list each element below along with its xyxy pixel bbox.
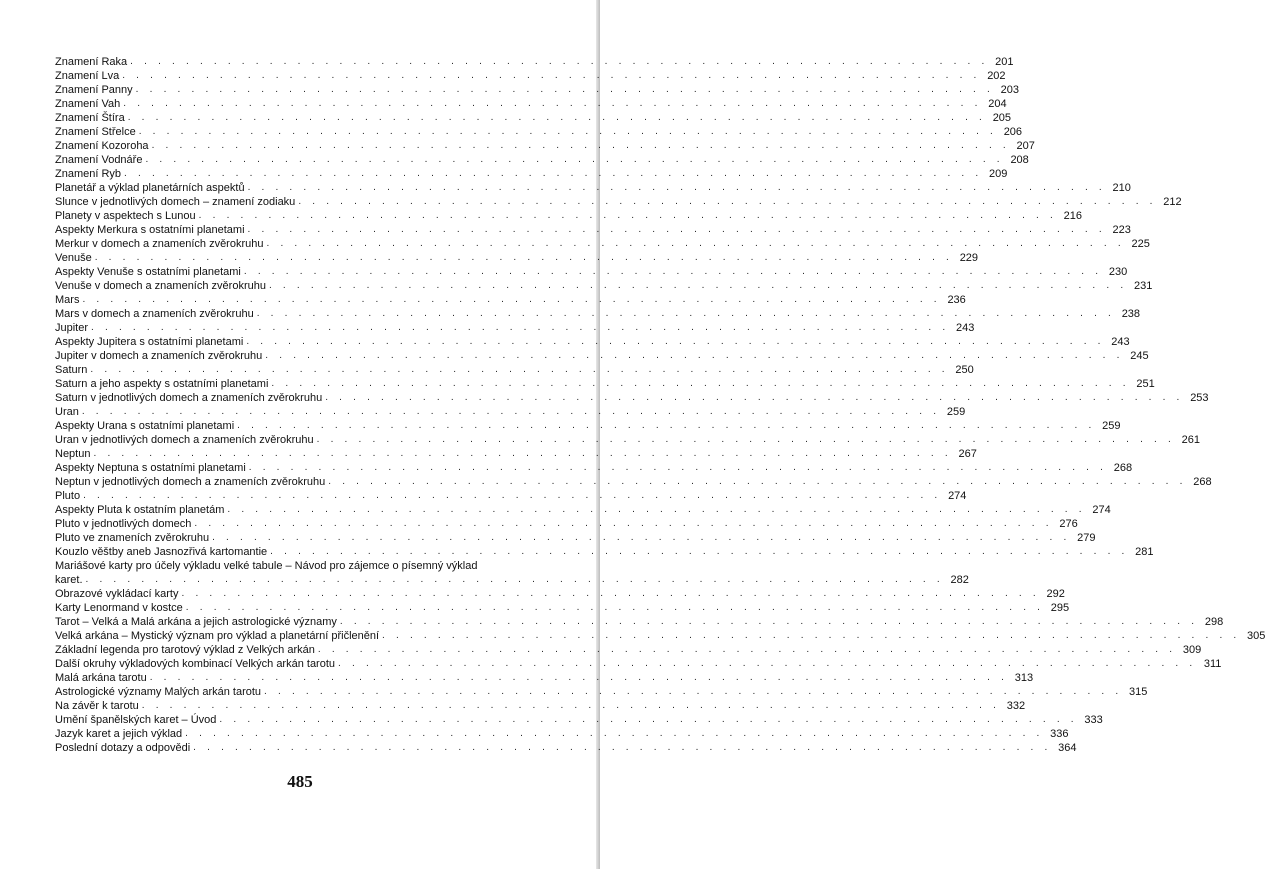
toc-entry-page-number: 313 bbox=[1014, 672, 1034, 684]
toc-entry-page-number: 202 bbox=[987, 70, 1006, 82]
toc-entry bbox=[55, 97, 1007, 111]
toc-entry-title: Venuše v domech a znameních zvěrokruhu bbox=[55, 280, 266, 292]
toc-entry-page-number: 315 bbox=[1129, 686, 1148, 698]
toc-entry bbox=[55, 55, 1014, 69]
dot-leader: . . . . . . . . . . . . . . . . . . . . . . . . . . . . . . . . . . . . . . . . . . . . . . . . . . . . . . . . . . . . . . bbox=[256, 308, 1116, 319]
toc-entry bbox=[55, 223, 1131, 237]
toc-entry-title: Saturn v jednotlivých domech a znameních zvěrokruhu bbox=[55, 392, 323, 404]
dot-leader: . . . . . . . . . . . . . . . . . . . . . . . . . . . . . . . . . . . . . . . . . . . . . . . . . . . . . . . . . . . . . . bbox=[325, 392, 1184, 403]
dot-leader: . . . . . . . . . . . . . . . . . . . . . . . . . . . . . . . . . . . . . . . . . . . . . . . . . . . . . . . . . . . . . . bbox=[243, 266, 1103, 277]
toc-entry bbox=[55, 181, 1131, 195]
toc-entry-title: Jupiter v domech a znameních zvěrokruhu bbox=[55, 350, 263, 362]
toc-entry-title: Mariášové karty pro účely výkladu velké tabule – Návod pro zájemce o písemný výklad bbox=[55, 560, 478, 572]
toc-entry-page-number: 305 bbox=[1247, 630, 1265, 642]
toc-entry-title: Saturn a jeho aspekty s ostatními planetami bbox=[55, 378, 269, 390]
toc-entry-page-number: 292 bbox=[1046, 588, 1065, 600]
toc-entry-page-number: 298 bbox=[1204, 616, 1224, 628]
toc-entry-page-number: 267 bbox=[958, 448, 977, 460]
toc-entry-title: Na závěr k tarotu bbox=[55, 700, 139, 712]
toc-entry-title: Základní legenda pro tarotový výklad z Velkých arkán bbox=[55, 644, 315, 656]
dot-leader: . . . . . . . . . . . . . . . . . . . . . . . . . . . . . . . . . . . . . . . . . . . . . . . . . . . . . . . . . . . . . . bbox=[135, 84, 994, 95]
toc-entry-page-number: 332 bbox=[1006, 700, 1026, 712]
toc-entry-title: Poslední dotazy a odpovědi bbox=[55, 742, 191, 754]
toc-entry-page-number: 311 bbox=[1203, 658, 1222, 670]
toc-entry-page-number: 205 bbox=[992, 112, 1012, 124]
toc-entry bbox=[55, 335, 1130, 349]
dot-leader: . . . . . . . . . . . . . . . . . . . . . . . . . . . . . . . . . . . . . . . . . . . . . . . . . . . . . . . . . . . . . . bbox=[212, 532, 1071, 543]
toc-entry-title: Pluto ve znameních zvěrokruhu bbox=[55, 532, 210, 544]
toc-entry-title: Uran v jednotlivých domech a znameních zvěrokruhu bbox=[55, 434, 314, 446]
toc-entry-title: Astrologické významy Malých arkán tarotu bbox=[55, 686, 262, 698]
toc-entry-page-number: 201 bbox=[995, 56, 1014, 68]
toc-entry bbox=[55, 377, 1155, 391]
toc-entry-page-number: 203 bbox=[1000, 84, 1019, 96]
toc-entry-page-number: 223 bbox=[1112, 224, 1131, 236]
toc-entry-page-number: 251 bbox=[1136, 378, 1155, 390]
toc-entry-title: Venuše bbox=[55, 252, 92, 264]
toc-entry-title: Znamení Raka bbox=[55, 56, 128, 68]
toc-entry-page-number: 243 bbox=[1111, 336, 1130, 348]
dot-leader: . . . . . . . . . . . . . . . . . . . . . . . . . . . . . . . . . . . . . . . . . . . . . . . . . . . . . . . . . . . . . . bbox=[268, 280, 1128, 291]
toc-entry bbox=[55, 265, 1128, 279]
toc-entry bbox=[55, 195, 1182, 209]
dot-leader: . . . . . . . . . . . . . . . . . . . . . . . . . . . . . . . . . . . . . . . . . . . . . . . . . . . . . . . . . . . . . . bbox=[247, 224, 1106, 235]
toc-entry-page-number: 236 bbox=[947, 294, 966, 306]
toc-entry bbox=[55, 517, 1078, 531]
toc-entry-title: Neptun v jednotlivých domech a znameních zvěrokruhu bbox=[55, 476, 326, 488]
toc-entry-page-number: 216 bbox=[1063, 210, 1082, 222]
toc-entry-title-continuation: karet. bbox=[55, 574, 83, 586]
toc-entry-page-number: 212 bbox=[1163, 196, 1182, 208]
toc-entry bbox=[55, 69, 1006, 83]
dot-leader: . . . . . . . . . . . . . . . . . . . . . . . . . . . . . . . . . . . . . . . . . . . . . . . . . . . . . . . . . . . . . . bbox=[264, 686, 1123, 697]
dot-leader: . . . . . . . . . . . . . . . . . . . . . . . . . . . . . . . . . . . . . . . . . . . . . . . . . . . . . . . . . . . . . . bbox=[91, 322, 950, 333]
toc-entry-page-number: 253 bbox=[1190, 392, 1209, 404]
toc-entry-page-number: 206 bbox=[1003, 126, 1023, 138]
toc-entry bbox=[55, 699, 1026, 713]
toc-entry-page-number: 207 bbox=[1016, 140, 1035, 152]
dot-leader: . . . . . . . . . . . . . . . . . . . . . . . . . . . . . . . . . . . . . . . . . . . . . . . . . . . . . . . . . . . . . . bbox=[298, 196, 1157, 207]
toc-entry bbox=[55, 615, 1224, 629]
toc-entry-page-number: 274 bbox=[1092, 504, 1111, 516]
toc-entry-page-number: 281 bbox=[1135, 546, 1154, 558]
dot-leader: . . . . . . . . . . . . . . . . . . . . . . . . . . . . . . . . . . . . . . . . . . . . . . . . . . . . . . . . . . . . . . bbox=[317, 644, 1177, 655]
dot-leader: . . . . . . . . . . . . . . . . . . . . . . . . . . . . . . . . . . . . . . . . . . . . . . . . . . . . . . . . . . . . . . bbox=[237, 420, 1096, 431]
toc-entry bbox=[55, 601, 1070, 615]
toc-entry bbox=[55, 643, 1202, 657]
toc-entry-title: Planetář a výklad planetárních aspektů bbox=[55, 182, 245, 194]
toc-entry-title: Mars v domech a znameních zvěrokruhu bbox=[55, 308, 254, 320]
dot-leader: . . . . . . . . . . . . . . . . . . . . . . . . . . . . . . . . . . . . . . . . . . . . . . . . . . . . . . . . . . . . . . bbox=[94, 252, 954, 263]
dot-leader: . . . . . . . . . . . . . . . . . . . . . . . . . . . . . . . . . . . . . . . . . . . . . . . . . . . . . . . . . . . . . . bbox=[141, 700, 1001, 711]
dot-leader: . . . . . . . . . . . . . . . . . . . . . . . . . . . . . . . . . . . . . . . . . . . . . . . . . . . . . . . . . . . . . . bbox=[219, 714, 1078, 725]
toc-entry bbox=[55, 727, 1069, 741]
toc-entry-title: Znamení Střelce bbox=[55, 126, 136, 138]
toc-entry bbox=[55, 685, 1148, 699]
toc-entry bbox=[55, 741, 1077, 755]
table-of-contents bbox=[55, 55, 1265, 755]
dot-leader: . . . . . . . . . . . . . . . . . . . . . . . . . . . . . . . . . . . . . . . . . . . . . . . . . . . . . . . . . . . . . . bbox=[185, 602, 1045, 613]
dot-leader: . . . . . . . . . . . . . . . . . . . . . . . . . . . . . . . . . . . . . . . . . . . . . . . . . . . . . . . . . . . . . . bbox=[181, 588, 1040, 599]
toc-entry bbox=[55, 153, 1029, 167]
toc-entry bbox=[55, 587, 1065, 601]
toc-entry bbox=[55, 671, 1034, 685]
toc-entry-title: Saturn bbox=[55, 364, 88, 376]
toc-entry bbox=[55, 657, 1222, 671]
dot-leader: . . . . . . . . . . . . . . . . . . . . . . . . . . . . . . . . . . . . . . . . . . . . . . . . . . . . . . . . . . . . . . bbox=[82, 294, 941, 305]
toc-entry-page-number: 279 bbox=[1077, 532, 1096, 544]
toc-entry bbox=[55, 251, 979, 265]
toc-entry bbox=[55, 209, 1082, 223]
page-number: 485 bbox=[287, 772, 313, 791]
toc-entry bbox=[55, 545, 1154, 559]
toc-entry-page-number: 225 bbox=[1131, 238, 1150, 250]
toc-entry bbox=[55, 475, 1212, 489]
toc-entry-page-number: 268 bbox=[1113, 462, 1133, 474]
toc-entry-page-number: 261 bbox=[1181, 434, 1200, 446]
toc-entry-title: Pluto bbox=[55, 490, 81, 502]
toc-entry bbox=[55, 489, 967, 503]
dot-leader: . . . . . . . . . . . . . . . . . . . . . . . . . . . . . . . . . . . . . . . . . . . . . . . . . . . . . . . . . . . . . . bbox=[247, 182, 1106, 193]
dot-leader: . . . . . . . . . . . . . . . . . . . . . . . . . . . . . . . . . . . . . . . . . . . . . . . . . . . . . . . . . . . . . . bbox=[145, 154, 1004, 165]
toc-entry-page-number: 268 bbox=[1193, 476, 1212, 488]
toc-entry-title: Další okruhy výkladových kombinací Velkých arkán tarotu bbox=[55, 658, 336, 670]
toc-entry-title: Znamení Vah bbox=[55, 98, 121, 110]
toc-entry-page-number: 208 bbox=[1010, 154, 1029, 166]
toc-entry bbox=[55, 419, 1121, 433]
toc-entry-page-number: 364 bbox=[1058, 742, 1077, 754]
toc-entry-title: Jazyk karet a jejich výklad bbox=[55, 728, 183, 740]
toc-entry-page-number: 274 bbox=[948, 490, 967, 502]
toc-entry-page-number: 276 bbox=[1059, 518, 1078, 530]
toc-entry bbox=[55, 349, 1149, 363]
toc-entry-title: Aspekty Urana s ostatními planetami bbox=[55, 420, 235, 432]
toc-entry bbox=[55, 111, 1012, 125]
toc-entry-title: Slunce v jednotlivých domech – znamení zodiaku bbox=[55, 196, 296, 208]
toc-entry-title: Aspekty Neptuna s ostatními planetami bbox=[55, 462, 246, 474]
toc-entry-page-number: 204 bbox=[988, 98, 1007, 110]
toc-entry-title: Znamení Kozoroha bbox=[55, 140, 149, 152]
toc-entry bbox=[55, 447, 977, 461]
dot-leader: . . . . . . . . . . . . . . . . . . . . . . . . . . . . . . . . . . . . . . . . . . . . . . . . . . . . . . . . . . . . . . bbox=[194, 518, 1053, 529]
dot-leader: . . . . . . . . . . . . . . . . . . . . . . . . . . . . . . . . . . . . . . . . . . . . . . . . . . . . . . . . . . . . . . bbox=[382, 630, 1241, 641]
dot-leader: . . . . . . . . . . . . . . . . . . . . . . . . . . . . . . . . . . . . . . . . . . . . . . . . . . . . . . . . . . . . . . bbox=[185, 728, 1044, 739]
toc-entry-page-number: 333 bbox=[1084, 714, 1103, 726]
toc-entry-title: Karty Lenormand v kostce bbox=[55, 602, 183, 614]
dot-leader: . . . . . . . . . . . . . . . . . . . . . . . . . . . . . . . . . . . . . . . . . . . . . . . . . . . . . . . . . . . . . . bbox=[127, 112, 987, 123]
dot-leader: . . . . . . . . . . . . . . . . . . . . . . . . . . . . . . . . . . . . . . . . . . . . . . . . . . . . . . . . . . . . . . bbox=[265, 350, 1124, 361]
toc-entry-page-number: 229 bbox=[959, 252, 979, 264]
toc-entry bbox=[55, 237, 1150, 251]
toc-entry bbox=[55, 461, 1133, 475]
toc-entry-title: Znamení Lva bbox=[55, 70, 120, 82]
toc-entry bbox=[55, 321, 975, 335]
toc-entry-title: Tarot – Velká a Malá arkána a jejich astrologické významy bbox=[55, 616, 337, 628]
toc-entry-title: Malá arkána tarotu bbox=[55, 672, 147, 684]
toc-entry bbox=[55, 83, 1019, 97]
toc-entry-title: Pluto v jednotlivých domech bbox=[55, 518, 192, 530]
toc-entry-title: Mars bbox=[55, 294, 80, 306]
dot-leader: . . . . . . . . . . . . . . . . . . . . . . . . . . . . . . . . . . . . . . . . . . . . . . . . . . . . . . . . . . . . . . bbox=[93, 448, 952, 459]
toc-entry bbox=[55, 503, 1111, 517]
toc-entry-title: Umění španělských karet – Úvod bbox=[55, 714, 217, 726]
dot-leader: . . . . . . . . . . . . . . . . . . . . . . . . . . . . . . . . . . . . . . . . . . . . . . . . . . . . . . . . . . . . . . bbox=[151, 140, 1010, 151]
toc-entry-page-number: 238 bbox=[1121, 308, 1141, 320]
toc-entry-page-number: 209 bbox=[989, 168, 1008, 180]
toc-entry-title: Obrazové vykládací karty bbox=[55, 588, 179, 600]
toc-entry bbox=[55, 531, 1096, 545]
dot-leader: . . . . . . . . . . . . . . . . . . . . . . . . . . . . . . . . . . . . . . . . . . . . . . . . . . . . . . . . . . . . . . bbox=[123, 98, 982, 109]
toc-entry-title: Aspekty Jupitera s ostatními planetami bbox=[55, 336, 244, 348]
toc-entry bbox=[55, 559, 969, 587]
dot-leader: . . . . . . . . . . . . . . . . . . . . . . . . . . . . . . . . . . . . . . . . . . . . . . . . . . . . . . . . . . . . . . bbox=[81, 406, 941, 417]
dot-leader: . . . . . . . . . . . . . . . . . . . . . . . . . . . . . . . . . . . . . . . . . . . . . . . . . . . . . . . . . . . . . . bbox=[316, 434, 1175, 445]
toc-entry-page-number: 309 bbox=[1182, 644, 1202, 656]
dot-leader: . . . . . . . . . . . . . . . . . . . . . . . . . . . . . . . . . . . . . . . . . . . . . . . . . . . . . . . . . . . . . . bbox=[85, 574, 944, 585]
toc-entry-title: Jupiter bbox=[55, 322, 89, 334]
toc-entry bbox=[55, 629, 1265, 643]
toc-entry-title: Velká arkána – Mystický význam pro výklad a planetární přičlenění bbox=[55, 630, 380, 642]
dot-leader: . . . . . . . . . . . . . . . . . . . . . . . . . . . . . . . . . . . . . . . . . . . . . . . . . . . . . . . . . . . . . . bbox=[271, 378, 1130, 389]
toc-entry-page-number: 259 bbox=[1102, 420, 1121, 432]
dot-leader: . . . . . . . . . . . . . . . . . . . . . . . . . . . . . . . . . . . . . . . . . . . . . . . . . . . . . . . . . . . . . . bbox=[83, 490, 942, 501]
toc-entry-title: Merkur v domech a znameních zvěrokruhu bbox=[55, 238, 264, 250]
toc-entry-page-number: 245 bbox=[1130, 350, 1149, 362]
toc-entry-title: Aspekty Merkura s ostatními planetami bbox=[55, 224, 245, 236]
toc-entry-title: Znamení Štíra bbox=[55, 112, 125, 124]
toc-entry bbox=[55, 307, 1141, 321]
dot-leader: . . . . . . . . . . . . . . . . . . . . . . . . . . . . . . . . . . . . . . . . . . . . . . . . . . . . . . . . . . . . . . bbox=[124, 168, 983, 179]
dot-leader: . . . . . . . . . . . . . . . . . . . . . . . . . . . . . . . . . . . . . . . . . . . . . . . . . . . . . . . . . . . . . . bbox=[90, 364, 949, 375]
dot-leader: . . . . . . . . . . . . . . . . . . . . . . . . . . . . . . . . . . . . . . . . . . . . . . . . . . . . . . . . . . . . . . bbox=[130, 56, 989, 67]
dot-leader: . . . . . . . . . . . . . . . . . . . . . . . . . . . . . . . . . . . . . . . . . . . . . . . . . . . . . . . . . . . . . . bbox=[266, 238, 1125, 249]
dot-leader: . . . . . . . . . . . . . . . . . . . . . . . . . . . . . . . . . . . . . . . . . . . . . . . . . . . . . . . . . . . . . . bbox=[338, 658, 1197, 669]
toc-entry bbox=[55, 713, 1103, 727]
toc-entry bbox=[55, 167, 1008, 181]
toc-entry-title: Aspekty Pluta k ostatním planetám bbox=[55, 504, 225, 516]
toc-entry bbox=[55, 363, 974, 377]
dot-leader: . . . . . . . . . . . . . . . . . . . . . . . . . . . . . . . . . . . . . . . . . . . . . . . . . . . . . . . . . . . . . . bbox=[339, 616, 1199, 627]
toc-entry-page-number: 259 bbox=[946, 406, 966, 418]
toc-entry-title: Uran bbox=[55, 406, 79, 418]
toc-entry-title: Aspekty Venuše s ostatními planetami bbox=[55, 266, 241, 278]
dot-leader: . . . . . . . . . . . . . . . . . . . . . . . . . . . . . . . . . . . . . . . . . . . . . . . . . . . . . . . . . . . . . . bbox=[227, 504, 1086, 515]
toc-entry-page-number: 295 bbox=[1050, 602, 1070, 614]
toc-entry bbox=[55, 433, 1200, 447]
toc-entry-continuation-line bbox=[55, 573, 969, 587]
toc-entry-title: Neptun bbox=[55, 448, 91, 460]
dot-leader: . . . . . . . . . . . . . . . . . . . . . . . . . . . . . . . . . . . . . . . . . . . . . . . . . . . . . . . . . . . . . . bbox=[248, 462, 1108, 473]
toc-entry-page-number: 231 bbox=[1133, 280, 1153, 292]
toc-entry-page-number: 210 bbox=[1112, 182, 1131, 194]
toc-entry-page-number: 336 bbox=[1050, 728, 1069, 740]
dot-leader: . . . . . . . . . . . . . . . . . . . . . . . . . . . . . . . . . . . . . . . . . . . . . . . . . . . . . . . . . . . . . . bbox=[138, 126, 998, 137]
dot-leader: . . . . . . . . . . . . . . . . . . . . . . . . . . . . . . . . . . . . . . . . . . . . . . . . . . . . . . . . . . . . . . bbox=[149, 672, 1009, 683]
toc-entry-title: Znamení Ryb bbox=[55, 168, 122, 180]
dot-leader: . . . . . . . . . . . . . . . . . . . . . . . . . . . . . . . . . . . . . . . . . . . . . . . . . . . . . . . . . . . . . . bbox=[122, 70, 981, 81]
toc-entry bbox=[55, 279, 1153, 293]
toc-entry-title: Kouzlo věštby aneb Jasnozřivá kartomantie bbox=[55, 546, 268, 558]
toc-entry-title: Znamení Vodnáře bbox=[55, 154, 143, 166]
toc-entry-title: Znamení Panny bbox=[55, 84, 133, 96]
dot-leader: . . . . . . . . . . . . . . . . . . . . . . . . . . . . . . . . . . . . . . . . . . . . . . . . . . . . . . . . . . . . . . bbox=[246, 336, 1105, 347]
dot-leader: . . . . . . . . . . . . . . . . . . . . . . . . . . . . . . . . . . . . . . . . . . . . . . . . . . . . . . . . . . . . . . bbox=[328, 476, 1187, 487]
dot-leader: . . . . . . . . . . . . . . . . . . . . . . . . . . . . . . . . . . . . . . . . . . . . . . . . . . . . . . . . . . . . . . bbox=[270, 546, 1129, 557]
toc-entry bbox=[55, 391, 1209, 405]
toc-entry-page-number: 250 bbox=[955, 364, 974, 376]
toc-entry-title: Planety v aspektech s Lunou bbox=[55, 210, 196, 222]
toc-entry-page-number: 243 bbox=[956, 322, 975, 334]
dot-leader: . . . . . . . . . . . . . . . . . . . . . . . . . . . . . . . . . . . . . . . . . . . . . . . . . . . . . . . . . . . . . . bbox=[198, 210, 1057, 221]
dot-leader: . . . . . . . . . . . . . . . . . . . . . . . . . . . . . . . . . . . . . . . . . . . . . . . . . . . . . . . . . . . . . . bbox=[193, 742, 1052, 753]
toc-entry bbox=[55, 139, 1035, 153]
toc-entry bbox=[55, 405, 966, 419]
toc-entry bbox=[55, 293, 966, 307]
toc-entry bbox=[55, 125, 1023, 139]
toc-entry-page-number: 282 bbox=[950, 574, 969, 586]
toc-entry-page-number: 230 bbox=[1108, 266, 1128, 278]
